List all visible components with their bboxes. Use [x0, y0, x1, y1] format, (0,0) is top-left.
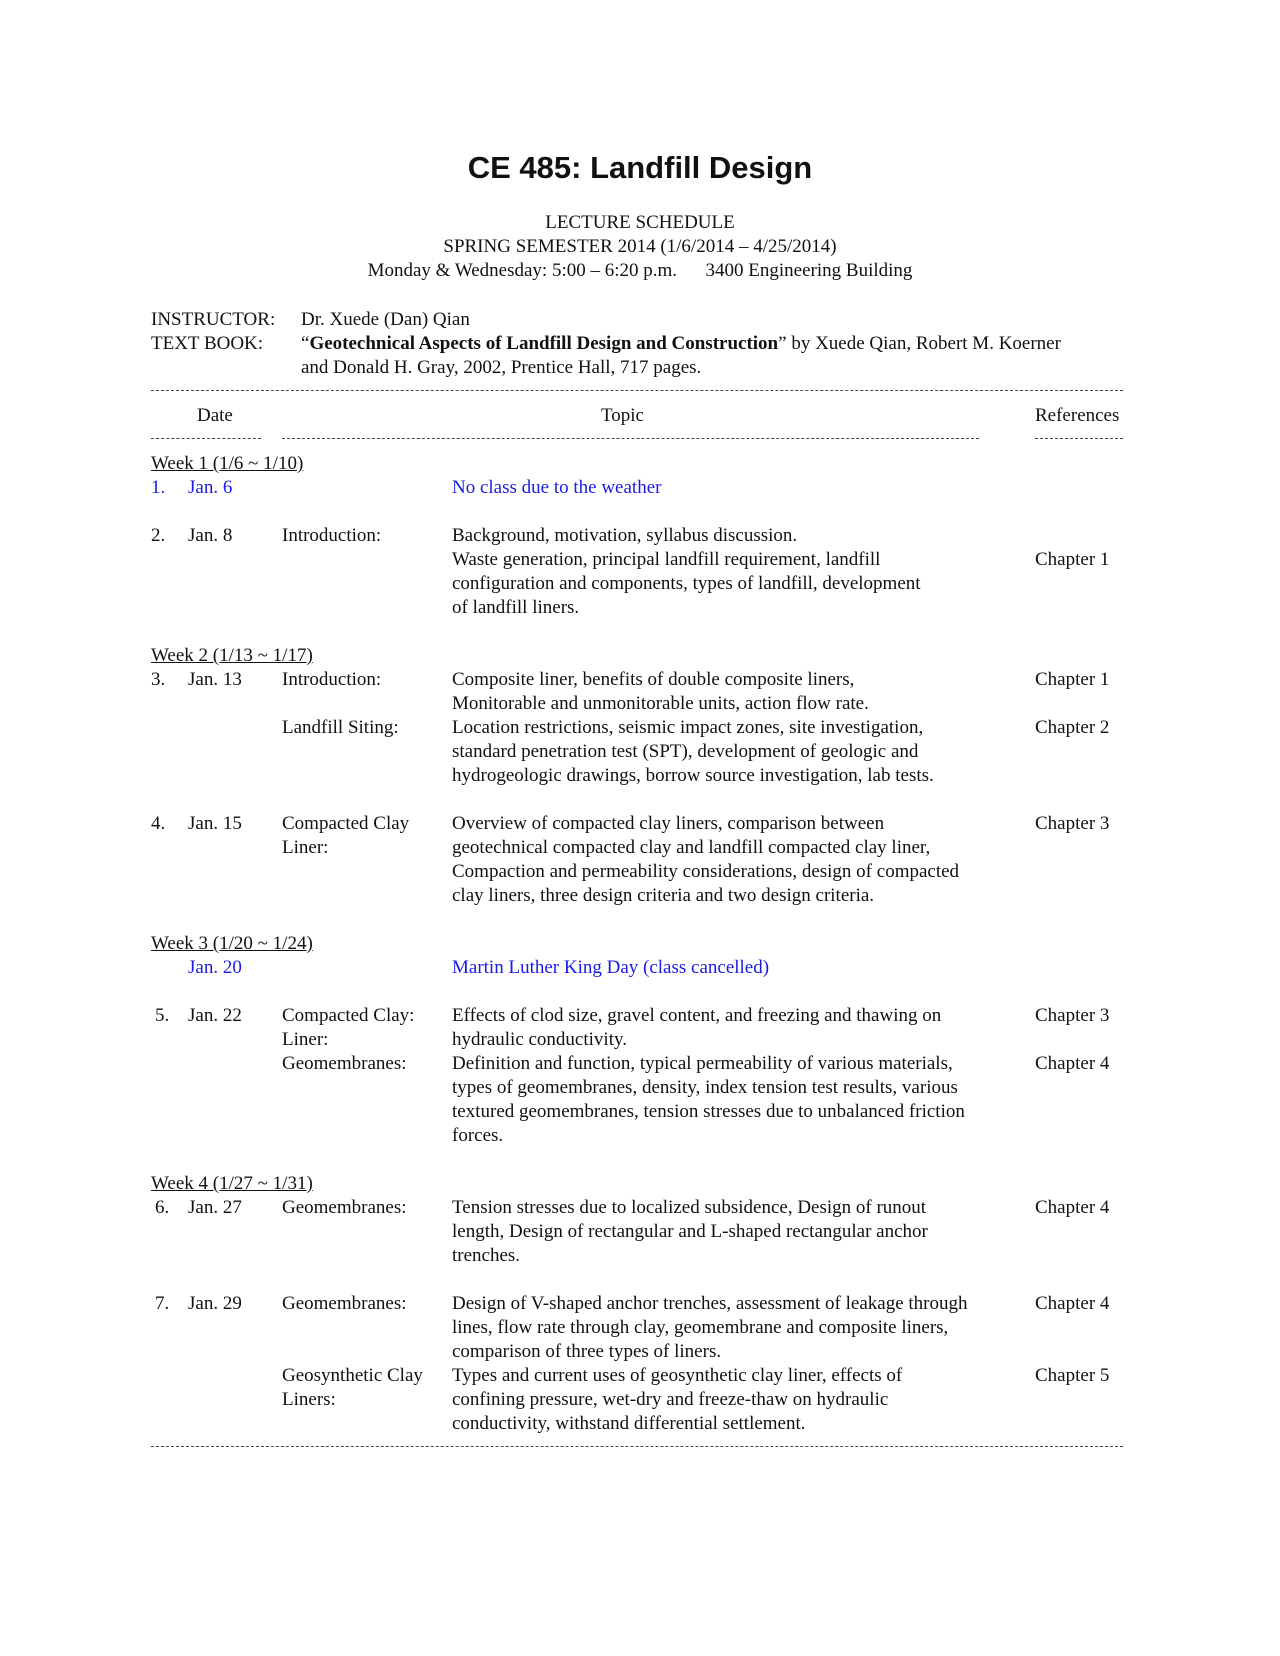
textbook-open-quote: “ [301, 333, 310, 354]
row-subject: Geosynthetic Clay [282, 1365, 423, 1386]
row-topic-line: Types and current uses of geosynthetic clay liner, effects of [452, 1365, 903, 1386]
row-topic-line: Definition and function, typical permeability of various materials, [452, 1053, 953, 1074]
col-date: Date [197, 405, 233, 426]
row-subject: Introduction: [282, 669, 382, 690]
row-subject: Landfill Siting: [282, 717, 399, 738]
divider-references [1035, 438, 1123, 439]
row-topic-line: Overview of compacted clay liners, comparison between [452, 813, 885, 834]
textbook-label: TEXT BOOK: [151, 333, 264, 354]
row-number: 6. [155, 1197, 170, 1218]
row-subject: Liners: [282, 1389, 336, 1410]
row-subject: Geomembranes: [282, 1293, 407, 1314]
row-subject: Liner: [282, 1029, 329, 1050]
row-topic-line: forces. [452, 1125, 504, 1146]
row-subject: Liner: [282, 837, 329, 858]
textbook-line1 [301, 332, 1061, 356]
textbook-title: Geotechnical Aspects of Landfill Design and Construction [309, 333, 779, 354]
row-topic-line: clay liners, three design criteria and two design criteria. [452, 885, 875, 906]
row-date: Jan. 13 [188, 669, 242, 690]
row-topic-line: textured geomembranes, tension stresses due to unbalanced friction [452, 1101, 965, 1122]
row-subject: Introduction: [282, 525, 382, 546]
instructor-name: Dr. Xuede (Dan) Qian [301, 309, 470, 330]
row-topic-line: Compaction and permeability considerations, design of compacted [452, 861, 960, 882]
row-date: Jan. 22 [188, 1005, 242, 1026]
row-number: 5. [155, 1005, 170, 1026]
row-topic-line: configuration and components, types of landfill, development [452, 573, 921, 594]
row-topic-line: length, Design of rectangular and L-shaped rectangular anchor [452, 1221, 928, 1242]
row-topic-line: types of geomembranes, density, index tension test results, various [452, 1077, 958, 1098]
week-heading: Week 1 (1/6 ~ 1/10) [151, 453, 304, 474]
textbook-line2: and Donald H. Gray, 2002, Prentice Hall, 717 pages. [301, 357, 702, 378]
row-date: Jan. 20 [188, 957, 242, 978]
row-topic-line: trenches. [452, 1245, 521, 1266]
divider-bottom [151, 1446, 1123, 1447]
divider-date [151, 438, 261, 439]
row-number: 7. [155, 1293, 170, 1314]
col-references: References [1035, 405, 1120, 426]
row-topic-line: of landfill liners. [452, 597, 580, 618]
row-number: 2. [151, 525, 166, 546]
divider-topic [282, 438, 979, 439]
instructor-label: INSTRUCTOR: [151, 309, 276, 330]
row-number: 3. [151, 669, 166, 690]
row-topic-line: Waste generation, principal landfill requirement, landfill [452, 549, 881, 570]
row-topic-line: confining pressure, wet-dry and freeze-thaw on hydraulic [452, 1389, 889, 1410]
course-title: CE 485: Landfill Design [467, 150, 813, 185]
schedule-heading: LECTURE SCHEDULE [545, 212, 735, 233]
row-topic-line: Martin Luther King Day (class cancelled) [452, 957, 770, 978]
divider-top [151, 390, 1123, 391]
row-date: Jan. 29 [188, 1293, 242, 1314]
row-topic-line: lines, flow rate through clay, geomembrane and composite liners, [452, 1317, 949, 1338]
week-heading: Week 4 (1/27 ~ 1/31) [151, 1173, 313, 1194]
row-date: Jan. 8 [188, 525, 233, 546]
row-reference: Chapter 4 [1035, 1293, 1110, 1314]
row-topic-line: hydraulic conductivity. [452, 1029, 627, 1050]
row-topic-line: standard penetration test (SPT), development of geologic and [452, 741, 919, 762]
row-topic-line: Composite liner, benefits of double composite liners, [452, 669, 855, 690]
row-topic-line: hydrogeologic drawings, borrow source investigation, lab tests. [452, 765, 934, 786]
row-reference: Chapter 1 [1035, 549, 1110, 570]
row-number: 1. [151, 477, 166, 498]
textbook-authors: ” by Xuede Qian, Robert M. Koerner [778, 333, 1061, 354]
week-heading: Week 3 (1/20 ~ 1/24) [151, 933, 313, 954]
semester-line: SPRING SEMESTER 2014 (1/6/2014 – 4/25/2014) [443, 236, 837, 257]
row-subject: Compacted Clay: [282, 1005, 415, 1026]
row-date: Jan. 6 [188, 477, 233, 498]
row-subject: Geomembranes: [282, 1197, 407, 1218]
row-date: Jan. 27 [188, 1197, 242, 1218]
meeting-line: Monday & Wednesday: 5:00 – 6:20 p.m. 3400 Engineering Building [367, 260, 913, 281]
row-reference: Chapter 4 [1035, 1053, 1110, 1074]
row-topic-line: Monitorable and unmonitorable units, action flow rate. [452, 693, 869, 714]
row-topic-line: Design of V-shaped anchor trenches, assessment of leakage through [452, 1293, 968, 1314]
row-subject: Geomembranes: [282, 1053, 407, 1074]
col-topic: Topic [601, 405, 644, 426]
week-heading: Week 2 (1/13 ~ 1/17) [151, 645, 313, 666]
row-reference: Chapter 5 [1035, 1365, 1110, 1386]
row-reference: Chapter 3 [1035, 1005, 1110, 1026]
row-reference: Chapter 3 [1035, 813, 1110, 834]
row-topic-line: geotechnical compacted clay and landfill compacted clay liner, [452, 837, 931, 858]
row-reference: Chapter 4 [1035, 1197, 1110, 1218]
row-topic-line: comparison of three types of liners. [452, 1341, 722, 1362]
row-topic-line: Background, motivation, syllabus discussion. [452, 525, 798, 546]
row-topic-line: Location restrictions, seismic impact zones, site investigation, [452, 717, 924, 738]
row-date: Jan. 15 [188, 813, 242, 834]
row-reference: Chapter 1 [1035, 669, 1110, 690]
row-number: 4. [151, 813, 166, 834]
row-topic-line: No class due to the weather [452, 477, 662, 498]
row-subject: Compacted Clay [282, 813, 410, 834]
row-topic-line: Tension stresses due to localized subsidence, Design of runout [452, 1197, 927, 1218]
row-topic-line: conductivity, withstand differential settlement. [452, 1413, 806, 1434]
row-topic-line: Effects of clod size, gravel content, and freezing and thawing on [452, 1005, 942, 1026]
row-reference: Chapter 2 [1035, 717, 1110, 738]
